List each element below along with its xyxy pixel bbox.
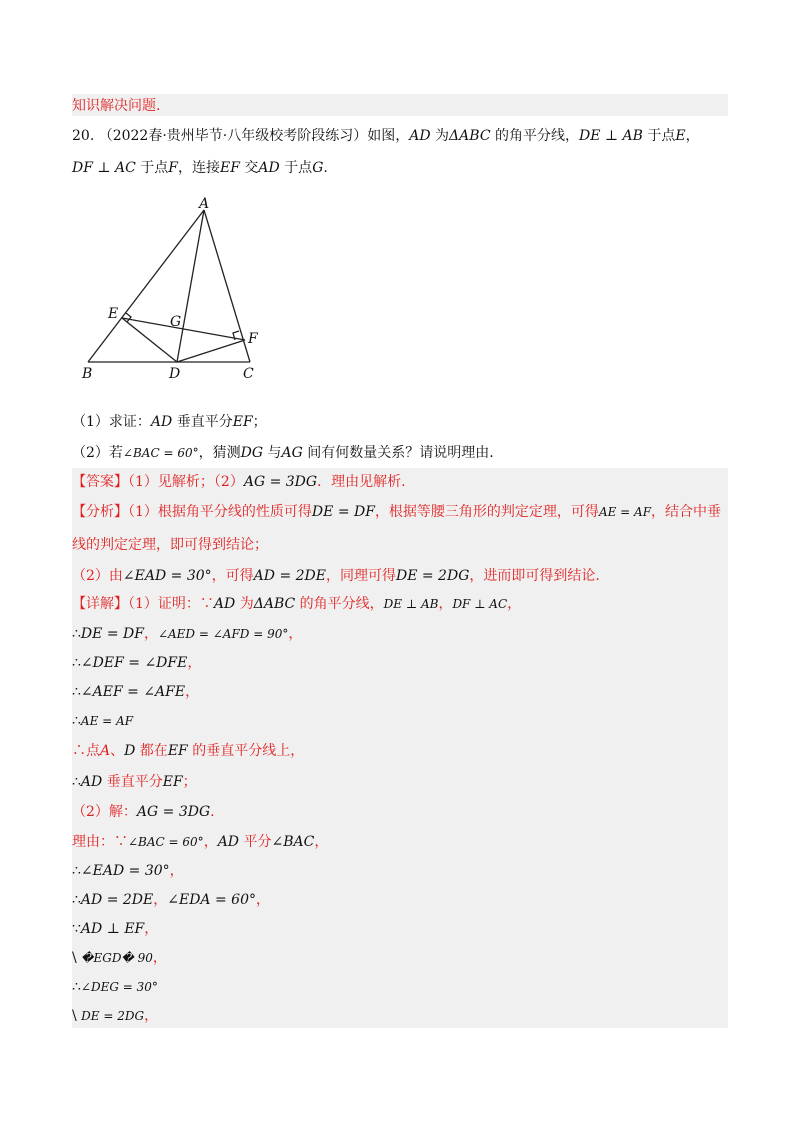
detail-text: 为 — [235, 596, 254, 612]
segment-df — [177, 340, 245, 362]
backslash-symbol: \ — [72, 950, 82, 966]
detail-text: ， — [185, 684, 200, 700]
math-de-perp-ab: DE ⊥ AB — [578, 128, 643, 144]
math-angle-aed-afd: ∠AED = ∠AFD = 90° — [157, 627, 289, 641]
part-text: ，猜测 — [198, 445, 241, 461]
detail-text: （2）解： — [72, 804, 137, 820]
math-ad: AD — [150, 414, 173, 430]
math-ad: AD — [258, 160, 280, 176]
segment-ab — [88, 210, 204, 362]
math-e: E — [675, 128, 686, 144]
backslash-symbol: \ — [72, 1008, 82, 1024]
top-text: 知识解决问题. — [72, 98, 161, 114]
detail-text: （1）证明：∵ — [128, 596, 214, 612]
question-text: . — [323, 160, 328, 176]
part-text: （1）求证： — [72, 414, 151, 430]
label-e: E — [108, 306, 119, 322]
detail-text: 的垂直平分线上， — [187, 743, 305, 759]
detail-line-1 — [72, 594, 521, 614]
math-ad: AD — [213, 596, 236, 612]
math-de-perp-ab: DE ⊥ AB — [383, 597, 439, 611]
because-symbol: ∵ — [72, 921, 81, 937]
analysis-line-1 — [72, 502, 721, 522]
detail-text: ， — [169, 863, 184, 879]
segment-ef — [122, 318, 245, 340]
detail-line-13 — [72, 948, 167, 968]
math-f: F — [168, 160, 178, 176]
math-ad: AD — [80, 774, 103, 790]
label-g: G — [170, 314, 182, 330]
math-ag: AG — [281, 445, 303, 461]
shaded-band — [72, 94, 728, 116]
math-angle-bac: ∠BAC — [271, 834, 315, 850]
label-c: C — [243, 366, 254, 382]
part-text: 垂直平分 — [172, 414, 233, 430]
math-de-2dg: DE = 2DG — [395, 568, 470, 584]
math-angle-ead: ∠EAD = 30° — [80, 863, 170, 879]
math-ae-af: AE = AF — [598, 505, 652, 519]
math-ae-af: AE = AF — [80, 714, 134, 728]
therefore-symbol: ∴ — [72, 892, 81, 908]
math-dg: DG — [240, 445, 264, 461]
detail-line-7 — [72, 772, 197, 792]
detail-text: ， — [507, 596, 522, 612]
question-line-1 — [72, 126, 700, 146]
part-2-line — [72, 443, 494, 463]
math-ef: EF — [162, 774, 183, 790]
detail-text: 理由：∵ — [72, 834, 128, 850]
detail-text: 平分 — [239, 834, 272, 850]
math-angle-ead: ∠EAD = 30° — [122, 568, 212, 584]
detail-line-4 — [72, 682, 199, 702]
math-ad-2de: AD = 2DE — [253, 568, 326, 584]
math-ag-3dg: AG = 3DG — [243, 474, 318, 490]
therefore-symbol: ∴ — [72, 655, 81, 671]
math-angle-egd-garbled: �EGD� 90 — [81, 951, 153, 965]
math-angle-eda: ∠EDA = 60° — [167, 892, 256, 908]
detail-tag: 【详解】 — [72, 596, 128, 612]
detail-text: 、 — [110, 743, 125, 759]
math-angle-bac: ∠BAC = 60° — [128, 835, 204, 849]
detail-text: 垂直平分 — [102, 774, 163, 790]
analysis-text: ，结合中垂 — [651, 504, 722, 520]
analysis-tag: 【分析】 — [72, 504, 128, 520]
segment-ac — [204, 210, 250, 362]
therefore-symbol: ∴ — [72, 863, 81, 879]
answer-text: ．理由见解析. — [317, 474, 406, 490]
analysis-text: ，根据等腰三角形的判定定理，可得 — [374, 504, 599, 520]
detail-text: ， — [152, 950, 167, 966]
math-triangle-abc: ΔABC — [253, 596, 296, 612]
segment-de — [122, 318, 177, 362]
math-ad-perp-ef: AD ⊥ EF — [80, 921, 145, 937]
part-text: 与 — [263, 445, 282, 461]
math-de-2dg: DE = 2DG — [81, 1009, 145, 1023]
detail-line-14 — [72, 977, 158, 997]
detail-line-10 — [72, 861, 184, 881]
detail-text: ， — [438, 596, 453, 612]
detail-line-6 — [72, 741, 304, 761]
math-df-perp-ac: DF ⊥ AC — [452, 597, 508, 611]
detail-text: . — [210, 804, 215, 820]
detail-line-9 — [72, 832, 328, 852]
math-ef: EF — [232, 414, 253, 430]
top-continuation-line — [72, 96, 160, 116]
question-text: 交 — [239, 160, 259, 176]
detail-line-2 — [72, 624, 302, 644]
label-f: F — [248, 331, 258, 347]
part-1-line — [72, 412, 267, 432]
detail-text: ； — [182, 774, 197, 790]
math-angle-aef-afe: ∠AEF = ∠AFE — [80, 684, 186, 700]
detail-line-12 — [72, 919, 158, 939]
therefore-symbol: ∴ — [72, 774, 81, 790]
analysis-text: 线的判定定理，即可得到结论； — [72, 537, 268, 553]
label-d: D — [169, 366, 181, 382]
detail-text: 的角平分线， — [295, 596, 384, 612]
analysis-text: ，进而即可得到结论. — [469, 568, 600, 584]
detail-line-15 — [72, 1006, 158, 1026]
answer-tag: 【答案】 — [72, 474, 128, 490]
math-ad-2de: AD = 2DE — [80, 892, 154, 908]
question-text: 为 — [430, 128, 450, 144]
detail-text: ， — [144, 1008, 159, 1024]
part-text: 间有何数量关系？请说明理由. — [302, 445, 494, 461]
detail-line-5 — [72, 711, 133, 731]
math-de-df: DE = DF — [311, 504, 375, 520]
math-ad: AD — [217, 834, 240, 850]
segment-ad — [177, 210, 204, 362]
math-ef: EF — [220, 160, 240, 176]
math-angle-def-dfe: ∠DEF = ∠DFE — [80, 655, 188, 671]
analysis-text: （1）根据角平分线的性质可得 — [128, 504, 312, 520]
math-g: G — [312, 160, 324, 176]
detail-line-8 — [72, 802, 215, 822]
right-angle-mark-f — [233, 331, 239, 340]
math-d: D — [124, 743, 136, 759]
therefore-symbol: ∴ — [72, 626, 81, 642]
question-text: 于点 — [135, 160, 169, 176]
question-text: 20. （2022春·贵州毕节·八年级校考阶段练习）如图， — [72, 128, 410, 144]
math-ef: EF — [167, 743, 188, 759]
detail-text: 都在 — [135, 743, 168, 759]
answer-text: （1）见解析；（2） — [128, 474, 244, 490]
analysis-line-2 — [72, 535, 268, 555]
therefore-symbol: ∴ — [72, 684, 81, 700]
detail-text: ， — [153, 892, 168, 908]
label-a: A — [199, 196, 210, 212]
math-triangle-abc: ΔABC — [449, 128, 491, 144]
analysis-text: ，可得 — [211, 568, 254, 584]
question-text: 的角平分线， — [490, 128, 579, 144]
part-text: ； — [252, 414, 267, 430]
math-angle-deg: ∠DEG = 30° — [80, 980, 158, 994]
detail-text: ∴点 — [72, 743, 100, 759]
detail-text: ， — [143, 626, 158, 642]
question-text: ，连接 — [178, 160, 220, 176]
therefore-symbol: ∴ — [72, 713, 81, 729]
part-text: （2）若 — [72, 445, 123, 461]
detail-text: ， — [144, 921, 159, 937]
math-ad: AD — [409, 128, 431, 144]
detail-text: ， — [255, 892, 270, 908]
math-de-df: DE = DF — [80, 626, 144, 642]
detail-line-11 — [72, 890, 270, 910]
label-b: B — [82, 366, 93, 382]
math-angle-bac: ∠BAC = 60° — [122, 446, 199, 460]
math-df-perp-ac: DF ⊥ AC — [72, 160, 136, 176]
detail-text: ， — [288, 626, 303, 642]
analysis-line-3 — [72, 566, 600, 586]
question-line-2 — [72, 158, 328, 178]
question-text: 于点 — [279, 160, 313, 176]
therefore-symbol: ∴ — [72, 979, 81, 995]
right-angle-mark-e — [126, 313, 131, 322]
analysis-text: （2）由 — [72, 568, 123, 584]
detail-text: ， — [187, 655, 202, 671]
question-text: 于点 — [642, 128, 676, 144]
math-a: A — [100, 743, 111, 759]
answer-line — [72, 472, 406, 492]
analysis-text: ，同理可得 — [325, 568, 396, 584]
detail-text: ， — [314, 834, 329, 850]
detail-line-3 — [72, 653, 201, 673]
question-text: ， — [685, 128, 700, 144]
detail-text: ， — [203, 834, 218, 850]
math-ag-3dg: AG = 3DG — [136, 804, 211, 820]
